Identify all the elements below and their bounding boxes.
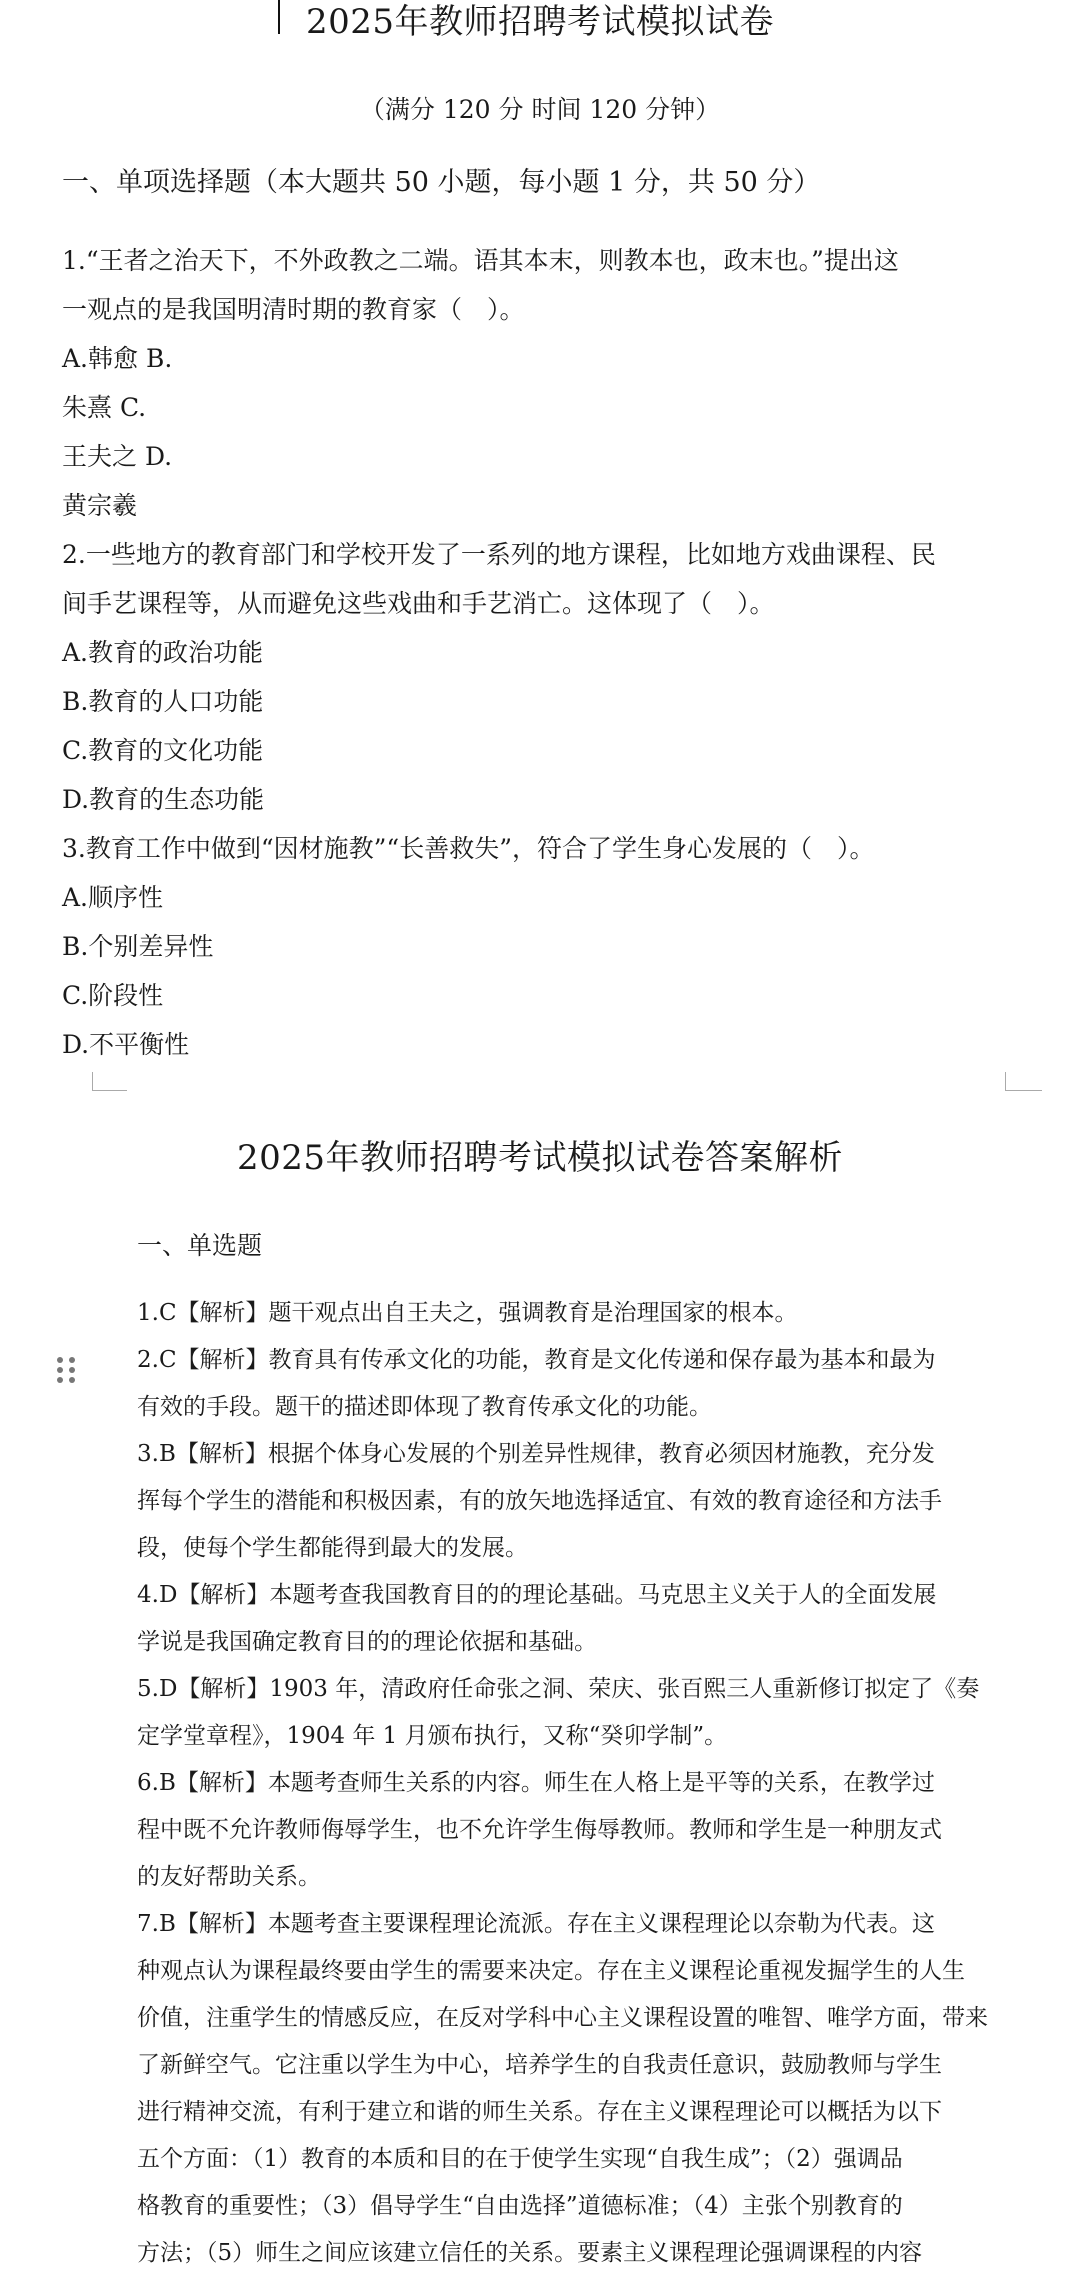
question-line[interactable]: B.教育的人口功能: [62, 687, 264, 716]
answer-line[interactable]: 3.B【解析】根据个体身心发展的个别差异性规律，教育必须因材施教，充分发: [137, 1441, 935, 1467]
question-line[interactable]: D.不平衡性: [62, 1030, 190, 1059]
answer-line[interactable]: 种观点认为课程最终要由学生的需要来决定。存在主义课程论重视发掘学生的人生: [137, 1958, 965, 1984]
exam-page: [0, 0, 1080, 1100]
question-line[interactable]: A.顺序性: [62, 883, 164, 912]
answers-section-title[interactable]: 一、单选题: [137, 1231, 263, 1260]
question-line[interactable]: 3.教育工作中做到“因材施教”“长善救失”，符合了学生身心发展的（ ）。: [62, 834, 875, 863]
question-line[interactable]: 1.“王者之治天下，不外政教之二端。语其本末，则教本也，政末也。”提出这: [62, 246, 899, 275]
answer-line[interactable]: 有效的手段。题干的描述即体现了教育传承文化的功能。: [137, 1394, 712, 1420]
answer-line[interactable]: 了新鲜空气。它注重以学生为中心，培养学生的自我责任意识，鼓励教师与学生: [137, 2052, 942, 2078]
question-line[interactable]: A.韩愈 B.: [62, 344, 173, 373]
answer-line[interactable]: 方法；（5）师生之间应该建立信任的关系。要素主义课程理论强调课程的内容: [137, 2240, 923, 2266]
answer-line[interactable]: 定学堂章程》，1904 年 1 月颁布执行，又称“癸卯学制”。: [137, 1723, 728, 1749]
question-list: [62, 236, 1022, 1069]
answer-line[interactable]: 段，使每个学生都能得到最大的发展。: [137, 1535, 528, 1561]
exam-title[interactable]: 2025年教师招聘考试模拟试卷: [305, 2, 775, 42]
question-line[interactable]: C.教育的文化功能: [62, 736, 264, 765]
question-line[interactable]: 间手艺课程等，从而避免这些戏曲和手艺消亡。这体现了（ ）。: [62, 589, 775, 618]
answer-list: [137, 1290, 997, 2277]
page-corner-mark-right: [1005, 1072, 1042, 1091]
answer-page: [0, 1100, 1080, 2286]
answer-line[interactable]: 程中既不允许教师侮辱学生，也不允许学生侮辱教师。教师和学生是一种朋友式: [137, 1817, 942, 1843]
answer-line[interactable]: 7.B【解析】本题考查主要课程理论流派。存在主义课程理论以奈勒为代表。这: [137, 1911, 935, 1937]
question-line[interactable]: 2.一些地方的教育部门和学校开发了一系列的地方课程，比如地方戏曲课程、民: [62, 540, 936, 569]
answer-line[interactable]: 的友好帮助关系。: [137, 1864, 321, 1890]
answer-line[interactable]: 5.D【解析】1903 年，清政府任命张之洞、荣庆、张百熙三人重新修订拟定了《奏: [137, 1676, 980, 1702]
question-line[interactable]: 朱熹 C.: [62, 393, 147, 422]
answer-line[interactable]: 2.C【解析】教育具有传承文化的功能，教育是文化传递和保存最为基本和最为: [137, 1347, 936, 1373]
answer-line[interactable]: 五个方面：（1）教育的本质和目的在于使学生实现“自我生成”；（2）强调品: [137, 2146, 903, 2172]
answer-line[interactable]: 6.B【解析】本题考查师生关系的内容。师生在人格上是平等的关系，在教学过: [137, 1770, 935, 1796]
answer-line[interactable]: 挥每个学生的潜能和积极因素，有的放矢地选择适宜、有效的教育途径和方法手: [137, 1488, 942, 1514]
section-title[interactable]: 一、单项选择题（本大题共 50 小题，每小题 1 分，共 50 分）: [62, 167, 821, 198]
answers-title[interactable]: 2025年教师招聘考试模拟试卷答案解析: [236, 1138, 844, 1178]
answer-line[interactable]: 进行精神交流，有利于建立和谐的师生关系。存在主义课程理论可以概括为以下: [137, 2099, 942, 2125]
question-line[interactable]: A.教育的政治功能: [62, 638, 264, 667]
answer-line[interactable]: 学说是我国确定教育目的的理论依据和基础。: [137, 1629, 597, 1655]
question-line[interactable]: 王夫之 D.: [62, 442, 173, 471]
question-line[interactable]: 黄宗羲: [62, 491, 138, 520]
exam-subtitle[interactable]: （满分 120 分 时间 120 分钟）: [359, 95, 721, 124]
question-line[interactable]: D.教育的生态功能: [62, 785, 265, 814]
question-line[interactable]: B.个别差异性: [62, 932, 214, 961]
answer-line[interactable]: 格教育的重要性；（3）倡导学生“自由选择”道德标准；（4）主张个别教育的: [137, 2193, 903, 2219]
answer-line[interactable]: 价值，注重学生的情感反应，在反对学科中心主义课程设置的唯智、唯学方面，带来: [137, 2005, 988, 2031]
answer-line[interactable]: 4.D【解析】本题考查我国教育目的的理论基础。马克思主义关于人的全面发展: [137, 1582, 937, 1608]
question-line[interactable]: 一观点的是我国明清时期的教育家（ ）。: [62, 295, 525, 324]
question-line[interactable]: C.阶段性: [62, 981, 164, 1010]
answer-line[interactable]: 1.C【解析】题干观点出自王夫之，强调教育是治理国家的根本。: [137, 1300, 798, 1326]
page-corner-mark-left: [92, 1072, 127, 1091]
drag-handle-icon[interactable]: [57, 1357, 79, 1385]
